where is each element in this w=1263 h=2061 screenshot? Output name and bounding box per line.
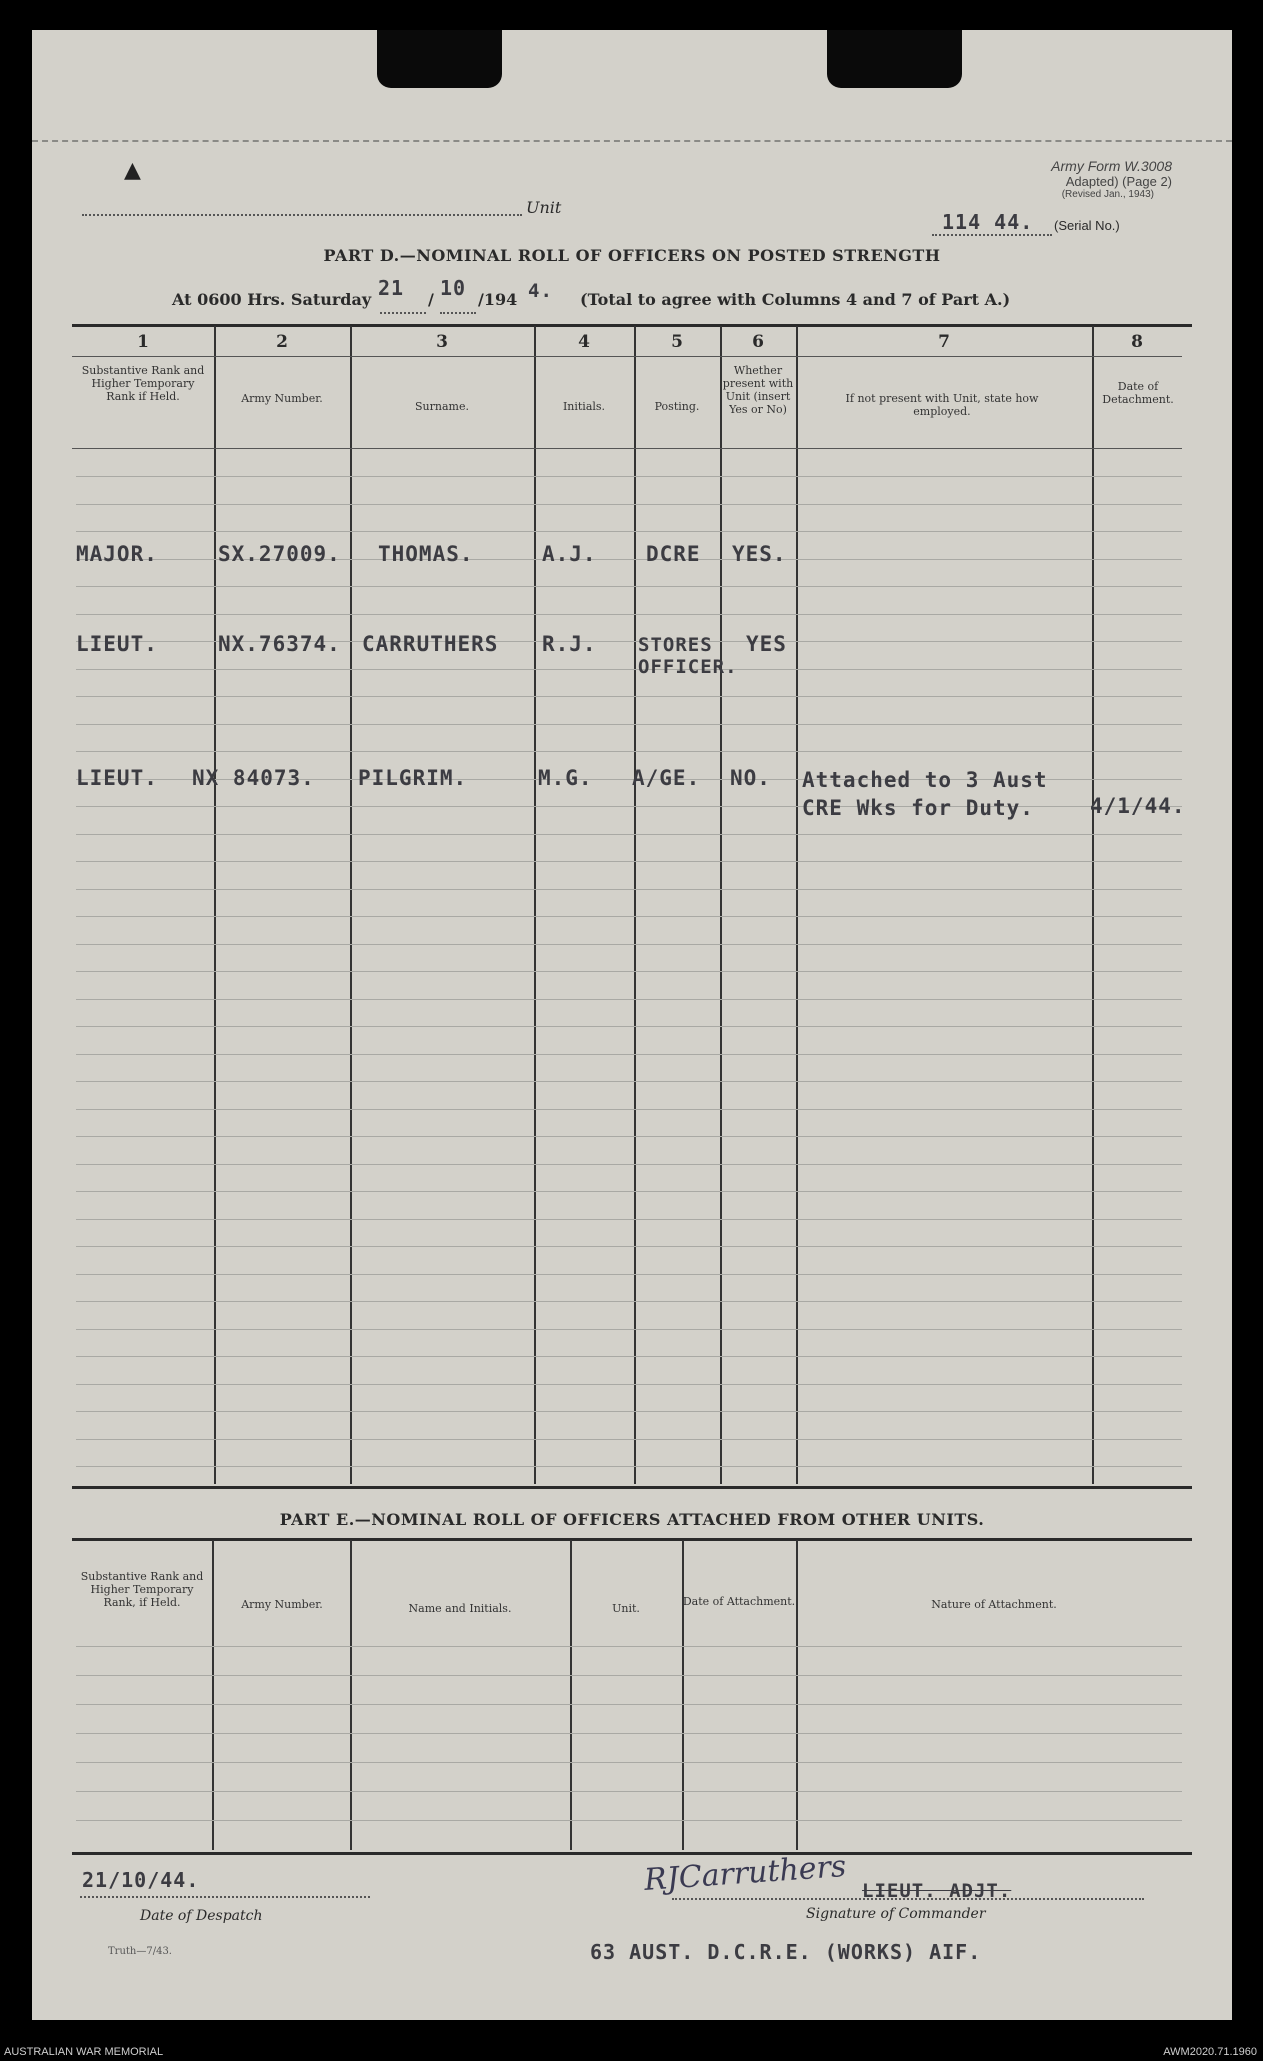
ruled-line — [76, 1411, 1182, 1412]
col-header-army-number: Army Number. — [241, 392, 323, 405]
year-suffix: 4. — [528, 280, 553, 302]
binder-tab-right — [827, 30, 962, 88]
row3-posting: A/GE. — [632, 766, 701, 790]
ruled-line — [76, 1704, 1182, 1705]
ruled-line — [76, 1466, 1182, 1467]
col-num-1: 1 — [137, 332, 149, 352]
ruled-line — [76, 1219, 1182, 1220]
col-num-2: 2 — [276, 332, 288, 352]
row1-posting: DCRE — [646, 542, 701, 566]
e-col-divider-5 — [796, 1540, 798, 1850]
ruled-line — [76, 999, 1182, 1000]
e-header-nature: Nature of Attachment. — [931, 1598, 1057, 1611]
e-header-rank: Substantive Rank and Higher Temporary Rank, if Held. — [80, 1570, 204, 1609]
ruled-line — [76, 1191, 1182, 1192]
ruled-line — [76, 861, 1182, 862]
e-header-name: Name and Initials. — [408, 1602, 512, 1615]
part-d-top-rule — [72, 324, 1192, 327]
ruled-line — [76, 1136, 1182, 1137]
row3-present: NO. — [730, 766, 771, 790]
date-day: 21 — [378, 276, 405, 300]
serial-number: 114 44. — [942, 210, 1034, 234]
ruled-line — [76, 944, 1182, 945]
col-num-5: 5 — [671, 332, 683, 352]
col-header-posting: Posting. — [654, 400, 700, 413]
army-form-number: Army Form W.3008 — [1051, 158, 1172, 174]
row3-detachment-date: 4/1/44. — [1090, 794, 1186, 818]
rank-stamp: LIEUT. ADJT. — [862, 1880, 1012, 1902]
perforation-line — [32, 140, 1232, 142]
ruled-line — [76, 1274, 1182, 1275]
row1-army-number: SX.27009. — [218, 542, 341, 566]
ruled-line — [76, 916, 1182, 917]
part-e-title: PART E.—NOMINAL ROLL OF OFFICERS ATTACHED FROM OTHER UNITS. — [279, 1510, 985, 1529]
e-header-unit: Unit. — [612, 1602, 640, 1615]
form-revised: (Revised Jan., 1943) — [1061, 189, 1154, 200]
row2-rank: LIEUT. — [76, 632, 158, 656]
part-e-top-rule — [72, 1538, 1192, 1541]
e-header-attachment-date: Date of Attachment. — [682, 1595, 796, 1608]
ruled-line — [76, 1733, 1182, 1734]
row2-present: YES — [746, 632, 787, 656]
col-header-initials: Initials. — [562, 400, 606, 413]
document-page — [32, 30, 1232, 2020]
row2-army-number: NX.76374. — [218, 632, 341, 656]
col-divider-3 — [534, 326, 536, 1484]
col-header-rank: Substantive Rank and Higher Temporary Rank if Held. — [81, 364, 205, 403]
at-time-text: At 0600 Hrs. Saturday — [172, 290, 372, 309]
ruled-line — [76, 1439, 1182, 1440]
ruled-line — [76, 1356, 1182, 1357]
ruled-line — [76, 504, 1182, 505]
ruled-line — [76, 476, 1182, 477]
col-divider-4 — [634, 326, 636, 1484]
ruled-line — [76, 1164, 1182, 1165]
col-divider-6 — [796, 326, 798, 1484]
ruled-line — [76, 971, 1182, 972]
ruled-line — [76, 531, 1182, 532]
date-slash: / — [428, 290, 434, 309]
date-month: 10 — [440, 276, 467, 300]
ruled-line — [76, 834, 1182, 835]
header-underline — [72, 448, 1182, 449]
e-col-divider-3 — [570, 1540, 572, 1850]
row1-initials: A.J. — [542, 542, 597, 566]
binder-tab-left — [377, 30, 502, 88]
ruled-line — [76, 1109, 1182, 1110]
col-divider-7 — [1092, 326, 1094, 1484]
ruled-line — [76, 1081, 1182, 1082]
month-dotted-line — [440, 312, 476, 314]
ruled-line — [76, 614, 1182, 615]
despatch-date: 21/10/44. — [82, 1868, 200, 1892]
day-dotted-line — [380, 312, 426, 314]
row1-present: YES. — [732, 542, 787, 566]
ruled-line — [76, 1026, 1182, 1027]
part-d-title: PART D.—NOMINAL ROLL OF OFFICERS ON POSTED STRENGTH — [323, 246, 941, 265]
despatch-label: Date of Despatch — [140, 1908, 263, 1924]
ruled-line — [76, 1329, 1182, 1330]
col-header-employed: If not present with Unit, state how employed. — [845, 392, 1039, 418]
total-note: (Total to agree with Columns 4 and 7 of Part A.) — [580, 290, 1011, 309]
serial-label: (Serial No.) — [1054, 218, 1120, 233]
commander-signature: RJCarruthers — [643, 1848, 848, 1899]
unit-dotted-line — [82, 214, 522, 216]
col-divider-5 — [720, 326, 722, 1484]
ruled-line — [76, 669, 1182, 670]
e-col-divider-1 — [212, 1540, 214, 1850]
ruled-line — [76, 1820, 1182, 1821]
ruled-line — [76, 1054, 1182, 1055]
row3-surname: PILGRIM. — [358, 766, 468, 790]
ruled-line — [76, 1762, 1182, 1763]
ruled-line — [76, 1246, 1182, 1247]
row1-rank: MAJOR. — [76, 542, 158, 566]
credit-left: AUSTRALIAN WAR MEMORIAL — [4, 2046, 164, 2058]
ruled-line — [76, 1791, 1182, 1792]
serial-dotted-line — [932, 234, 1052, 236]
col-num-underline — [72, 356, 1182, 357]
hole-punch-mark: ▲ — [124, 158, 141, 183]
ruled-line — [76, 751, 1182, 752]
row3-initials: M.G. — [538, 766, 593, 790]
signature-dotted-line — [672, 1898, 1144, 1900]
col-num-8: 8 — [1131, 332, 1143, 352]
unit-stamp: 63 AUST. D.C.R.E. (WORKS) AIF. — [590, 1940, 982, 1964]
col-divider-2 — [350, 326, 352, 1484]
ruled-line — [76, 1646, 1182, 1647]
e-col-divider-2 — [350, 1540, 352, 1850]
ruled-line — [76, 889, 1182, 890]
ruled-line — [76, 586, 1182, 587]
row3-employed: Attached to 3 Aust CRE Wks for Duty. — [802, 768, 1048, 820]
col-header-surname: Surname. — [415, 400, 469, 413]
e-header-army-number: Army Number. — [241, 1598, 323, 1611]
row2-posting: STORES OFFICER. — [638, 634, 738, 678]
row1-surname: THOMAS. — [378, 542, 474, 566]
col-num-7: 7 — [938, 332, 950, 352]
unit-label: Unit — [526, 198, 562, 217]
e-col-divider-4 — [682, 1540, 684, 1850]
col-header-present: Whether present with Unit (insert Yes or No) — [722, 364, 794, 416]
col-num-4: 4 — [578, 332, 590, 352]
ruled-line — [76, 696, 1182, 697]
col-num-3: 3 — [436, 332, 448, 352]
row3-rank: LIEUT. — [76, 766, 158, 790]
form-id-block — [1051, 158, 1172, 200]
signature-label: Signature of Commander — [806, 1906, 986, 1922]
ruled-line — [76, 724, 1182, 725]
row2-surname: CARRUTHERS — [362, 632, 499, 656]
despatch-dotted-line — [80, 1896, 370, 1898]
form-adapted: Adapted) (Page 2) — [1065, 174, 1172, 189]
part-d-bottom-rule — [72, 1486, 1192, 1489]
row2-initials: R.J. — [542, 632, 597, 656]
year-prefix: /194 — [478, 290, 518, 309]
ruled-line — [76, 1675, 1182, 1676]
col-num-6: 6 — [752, 332, 764, 352]
ruled-line — [76, 1384, 1182, 1385]
col-header-detachment-date: Date of Detachment. — [1102, 380, 1174, 406]
credit-right: AWM2020.71.1960 — [1163, 2046, 1257, 2058]
ruled-line — [76, 1301, 1182, 1302]
col-divider-1 — [214, 326, 216, 1484]
row3-army-number: NX 84073. — [192, 766, 315, 790]
part-e-bottom-rule — [72, 1852, 1192, 1855]
printer-mark: Truth—7/43. — [108, 1946, 172, 1957]
